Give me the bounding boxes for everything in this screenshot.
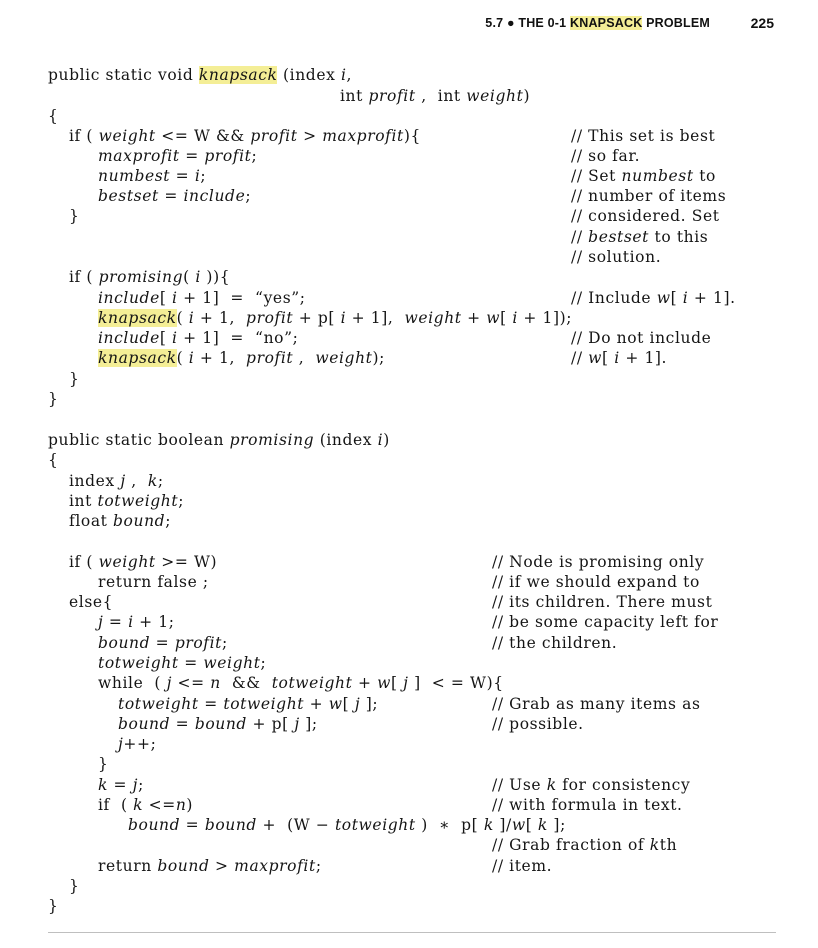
code-line: bound = profit;	[98, 634, 228, 652]
code-comment: // This set is best	[571, 127, 716, 145]
code-comment: // the children.	[492, 634, 618, 652]
code-comment: // be some capacity left for	[492, 613, 719, 631]
code-line-if-weight: if ( weight <= W && profit > maxprofit){	[69, 127, 421, 145]
code-line-close-brace: }	[69, 370, 80, 388]
code-line-knapsack-params: int profit , int weight)	[340, 87, 531, 105]
code-line-recursive-call: knapsack( i + 1, profit , weight);	[98, 349, 385, 367]
code-comment: // Use k for consistency	[492, 776, 691, 794]
section-title: 5.7 ● THE 0-1 KNAPSACK PROBLEM	[485, 16, 710, 30]
code-comment: // item.	[492, 857, 553, 875]
code-line-close-brace: }	[98, 755, 109, 773]
code-comment: // Do not include	[571, 329, 712, 347]
code-line: bound = bound + (W − totweight ) ∗ p[ k ]/w[ k ];	[128, 816, 566, 834]
code-line: float bound;	[69, 512, 172, 530]
code-line: j++;	[118, 735, 157, 753]
code-line-close-brace: }	[69, 877, 80, 895]
highlighted-word: KNAPSACK	[569, 16, 643, 30]
page-number: 225	[750, 15, 774, 31]
code-comment: // Set numbest to	[571, 167, 716, 185]
code-line-open-brace: {	[48, 107, 59, 125]
code-comment: // number of items	[571, 187, 727, 205]
code-line: totweight = totweight + w[ j ];	[118, 695, 379, 713]
code-line-open-brace: {	[48, 451, 59, 469]
code-line: if ( k <=n)	[98, 796, 194, 814]
code-line: k = j;	[98, 776, 144, 794]
code-comment: // solution.	[571, 248, 662, 266]
code-comment: // bestset to this	[571, 228, 709, 246]
highlighted-word: knapsack	[98, 309, 177, 327]
code-comment: // Include w[ i + 1].	[571, 289, 736, 307]
code-comment: // possible.	[492, 715, 584, 733]
code-comment: // Grab as many items as	[492, 695, 701, 713]
code-line: index j , k;	[69, 472, 164, 490]
code-line-knapsack-signature: public static void knapsack (index i,	[48, 66, 353, 84]
code-comment: // Grab fraction of kth	[492, 836, 678, 854]
highlighted-word: knapsack	[98, 349, 177, 367]
code-line-if-promising: if ( promising( i )){	[69, 268, 231, 286]
code-line: else{	[69, 593, 114, 611]
code-line: numbest = i;	[98, 167, 207, 185]
code-line-promising-signature: public static boolean promising (index i)	[48, 431, 390, 449]
code-line: maxprofit = profit;	[98, 147, 258, 165]
code-line: include[ i + 1] = “yes”;	[98, 289, 306, 307]
code-line: return false ;	[98, 573, 209, 591]
code-comment: // Node is promising only	[492, 553, 705, 571]
code-line: return bound > maxprofit;	[98, 857, 322, 875]
code-comment: // so far.	[571, 147, 641, 165]
code-comment: // its children. There must	[492, 593, 713, 611]
code-comment: // with formula in text.	[492, 796, 683, 814]
code-line: if ( weight >= W)	[69, 553, 218, 571]
page-bottom-rule	[48, 932, 776, 933]
code-line-while: while ( j <= n && totweight + w[ j ] < = W){	[98, 674, 504, 692]
code-line: bound = bound + p[ j ];	[118, 715, 318, 733]
running-header	[0, 14, 818, 34]
code-line: bestset = include;	[98, 187, 252, 205]
highlighted-word: knapsack	[198, 66, 278, 84]
code-line: int totweight;	[69, 492, 185, 510]
code-comment: // considered. Set	[571, 207, 720, 225]
code-line-close-brace: }	[48, 897, 59, 915]
code-line: totweight = weight;	[98, 654, 267, 672]
code-line: j = i + 1;	[98, 613, 175, 631]
code-comment: // w[ i + 1].	[571, 349, 668, 367]
code-line-close-brace: }	[48, 390, 59, 408]
code-line: include[ i + 1] = “no”;	[98, 329, 299, 347]
code-line-recursive-call: knapsack( i + 1, profit + p[ i + 1], weight + w[ i + 1]);	[98, 309, 573, 327]
code-comment: // if we should expand to	[492, 573, 700, 591]
code-line-close-brace: }	[69, 207, 80, 225]
